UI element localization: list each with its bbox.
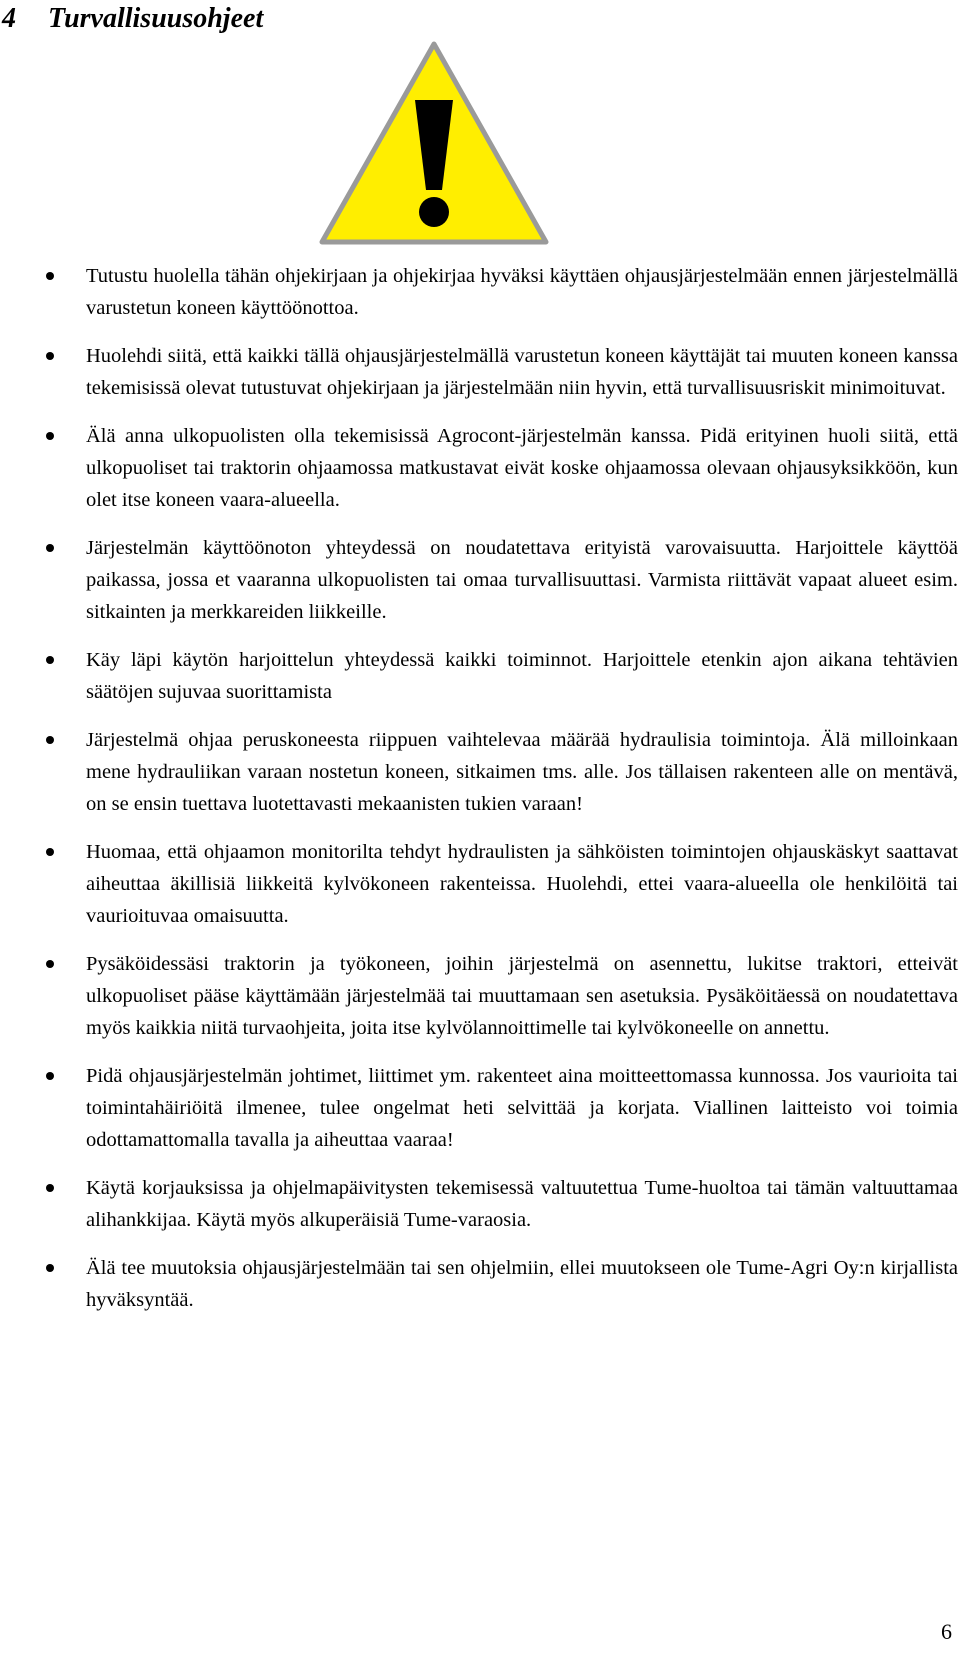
list-item xyxy=(0,948,960,1044)
list-item-text: Huomaa, että ohjaamon monitorilta tehdyt hydraulisten ja sähköisten toimintojen ohjauskäskyt saattavat aiheuttaa äkillisiä liikkeitä kylvökoneen rakenteissa. Huolehdi, ettei vaara-alueella ole henkilöitä tai vaurioituvaa omaisuutta. xyxy=(86,841,958,927)
bullet-icon xyxy=(46,656,54,664)
list-item xyxy=(0,340,960,404)
list-item-text: Järjestelmän käyttöönoton yhteydessä on noudatettava erityistä varovaisuutta. Harjoittele käyttöä paikassa, jossa et vaaranna ulkopuolisten tai omaa turvallisuuttasi. Varmista riittävät vapaat alueet esim. sitkainten ja merkkareiden liikkeille. xyxy=(86,537,958,623)
list-item xyxy=(0,1172,960,1236)
section-heading xyxy=(2,2,263,36)
page-number: 6 xyxy=(941,1619,952,1644)
list-item xyxy=(0,1252,960,1316)
list-item-text: Pysäköidessäsi traktorin ja työkoneen, joihin järjestelmä on asennettu, lukitse traktori, etteivät ulkopuoliset pääse käyttämään järjestelmää tai muuttamaan sen asetuksia. Pysäköitäessä on noudatettava myös kaikkia niitä turvaohjeita, joita itse kylvölannoittimelle tai kylvökoneelle on annettu. xyxy=(86,953,958,1039)
bullet-icon xyxy=(46,352,54,360)
bullet-icon xyxy=(46,272,54,280)
list-item-text: Älä anna ulkopuolisten olla tekemisissä Agrocont-järjestelmän kanssa. Pidä erityinen huoli siitä, että ulkopuoliset tai traktorin ohjaamossa matkustavat eivät koske ohjaamossa olevaan ohjausyksikköön, kun olet itse koneen vaara-alueella. xyxy=(86,425,958,511)
list-item-text: Käy läpi käytön harjoittelun yhteydessä kaikki toiminnot. Harjoittele etenkin ajon aikana tehtävien säätöjen sujuvaa suorittamista xyxy=(86,649,958,703)
bullet-icon xyxy=(46,544,54,552)
warning-sign-icon xyxy=(318,38,550,248)
safety-instructions-list xyxy=(0,260,960,1332)
list-item-text: Älä tee muutoksia ohjausjärjestelmään tai sen ohjelmiin, ellei muutokseen ole Tume-Agri Oy:n kirjallista hyväksyntää. xyxy=(86,1257,958,1311)
list-item-text: Tutustu huolella tähän ohjekirjaan ja ohjekirjaa hyväksi käyttäen ohjausjärjestelmään ennen järjestelmällä varustetun koneen käyttöönottoa. xyxy=(86,265,958,319)
exclamation-dot xyxy=(419,197,449,227)
list-item xyxy=(0,724,960,820)
bullet-icon xyxy=(46,432,54,440)
list-item-text: Järjestelmä ohjaa peruskoneesta riippuen vaihtelevaa määrää hydraulisia toimintoja. Älä milloinkaan mene hydrauliikan varaan nostetun koneen, sitkaimen tms. alle. Jos tällaisen rakenteen alle on mentävä, on se ensin tuettava luotettavasti mekaanisten tukien varaan! xyxy=(86,729,958,815)
list-item xyxy=(0,836,960,932)
bullet-icon xyxy=(46,960,54,968)
list-item xyxy=(0,420,960,516)
bullet-icon xyxy=(46,848,54,856)
bullet-icon xyxy=(46,1264,54,1272)
list-item xyxy=(0,644,960,708)
list-item-text: Käytä korjauksissa ja ohjelmapäivitysten tekemisessä valtuutettua Tume-huoltoa tai tämän valtuuttamaa alihankkijaa. Käytä myös alkuperäisiä Tume-varaosia. xyxy=(86,1177,958,1231)
list-item-text: Huolehdi siitä, että kaikki tällä ohjausjärjestelmällä varustetun koneen käyttäjät tai muuten koneen kanssa tekemisissä olevat tutustuvat ohjekirjaan ja järjestelmään niin hyvin, että turvallisuusriskit minimoituvat. xyxy=(86,345,958,399)
bullet-icon xyxy=(46,1184,54,1192)
section-title: Turvallisuusohjeet xyxy=(48,3,264,34)
list-item xyxy=(0,260,960,324)
list-item-text: Pidä ohjausjärjestelmän johtimet, liittimet ym. rakenteet aina moitteettomassa kunnossa. Jos vaurioita tai toimintahäiriöitä ilmenee, tulee ongelmat heti selvittää ja korjata. Viallinen laitteisto voi toimia odottamattomalla tavalla ja aiheuttaa vaaraa! xyxy=(86,1065,958,1151)
bullet-icon xyxy=(46,1072,54,1080)
list-item xyxy=(0,532,960,628)
list-item xyxy=(0,1060,960,1156)
section-number: 4 xyxy=(2,3,16,34)
bullet-icon xyxy=(46,736,54,744)
